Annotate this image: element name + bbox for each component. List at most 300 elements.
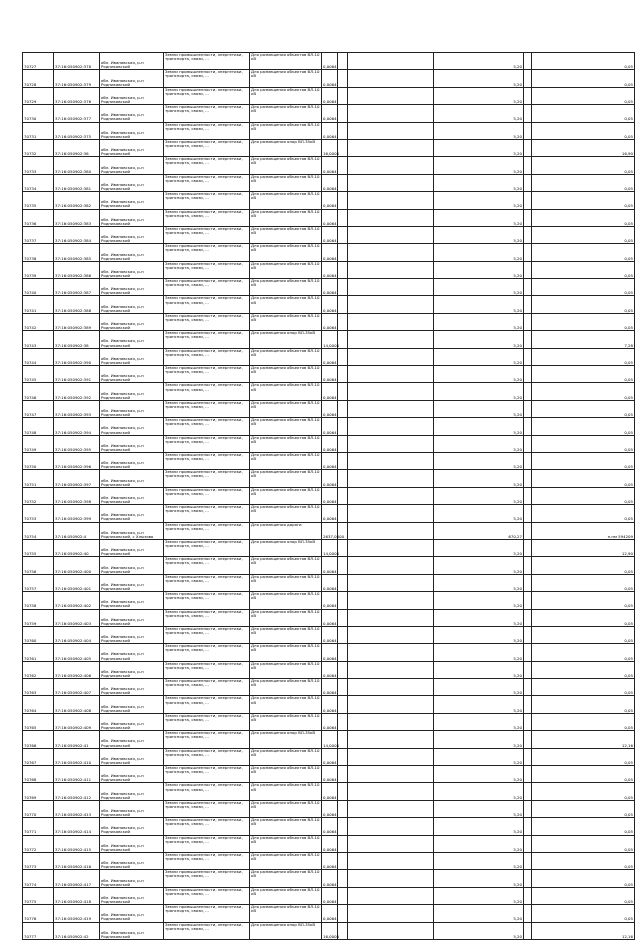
- row-number-cell: 70765: [23, 713, 54, 730]
- area-cell: 0,0064: [322, 487, 338, 504]
- cadastral-number-cell: 37:16:050902:395: [54, 435, 100, 452]
- area-cell: 0,0064: [322, 679, 338, 696]
- empty-cell: [524, 209, 532, 226]
- permitted-use-cell: Для размещения объектов ВЛ-10 кВ: [250, 696, 322, 713]
- rate-cell: 5,20: [434, 713, 524, 730]
- permitted-use-cell: Для размещения объектов ВЛ-10 кВ: [250, 748, 322, 765]
- permitted-use-cell: Для размещения объектов ВЛ-10 кВ: [250, 800, 322, 817]
- row-number-cell: 70756: [23, 557, 54, 574]
- table-row: [23, 470, 635, 487]
- empty-cell: [524, 748, 532, 765]
- rate-cell: 5,20: [434, 435, 524, 452]
- rate-cell: 5,20: [434, 174, 524, 191]
- value-cell: [348, 226, 434, 243]
- cadastral-number-cell: 37:16:050902:379: [54, 70, 100, 87]
- area-cell: 0,0064: [322, 313, 338, 330]
- total-cell: 16,90: [532, 139, 635, 156]
- cadastral-number-cell: 37:16:050902:380: [54, 157, 100, 174]
- land-category-cell: Земли промышленности, энергетики, транспорта, связи, ...: [164, 487, 250, 504]
- row-number-cell: 70744: [23, 348, 54, 365]
- value-cell: [348, 487, 434, 504]
- table-row: [23, 122, 635, 139]
- table-row: [23, 383, 635, 400]
- value-cell: [348, 53, 434, 70]
- land-category-cell: Земли промышленности, энергетики, транспорта, связи, ...: [164, 105, 250, 122]
- table-row: [23, 557, 635, 574]
- total-cell: 0,05: [532, 209, 635, 226]
- total-cell: 0,05: [532, 470, 635, 487]
- permitted-use-cell: Для размещения объектов ВЛ-10 кВ: [250, 487, 322, 504]
- rate-cell: 5,20: [434, 922, 524, 939]
- row-number-cell: 70750: [23, 452, 54, 469]
- total-cell: 0,05: [532, 505, 635, 522]
- permitted-use-cell: Для размещения объектов ВЛ-10 кВ: [250, 609, 322, 626]
- area-cell: 0,0064: [322, 626, 338, 643]
- empty-cell: [338, 905, 348, 922]
- cadastral-number-cell: 37:16:050902:409: [54, 713, 100, 730]
- cadastral-number-cell: 37:16:050902:411: [54, 766, 100, 783]
- row-number-cell: 70772: [23, 835, 54, 852]
- land-category-cell: Земли промышленности, энергетики, транспорта, связи, ...: [164, 348, 250, 365]
- land-category-cell: Земли промышленности, энергетики, транспорта, связи, ...: [164, 296, 250, 313]
- permitted-use-cell: Для размещения объектов ВЛ-10 кВ: [250, 644, 322, 661]
- table-row: [23, 644, 635, 661]
- land-category-cell: Земли промышленности, энергетики, транспорта, связи, ...: [164, 539, 250, 556]
- permitted-use-cell: Для размещения объектов ВЛ-10 кВ: [250, 87, 322, 104]
- empty-cell: [524, 87, 532, 104]
- empty-cell: [524, 539, 532, 556]
- empty-cell: [524, 505, 532, 522]
- land-category-cell: Земли промышленности, энергетики, транспорта, связи, ...: [164, 557, 250, 574]
- location-cell: обл. Ивановская, р-н Родниковский: [100, 400, 164, 417]
- land-category-cell: Земли промышленности, энергетики, транспорта, связи, ...: [164, 870, 250, 887]
- location-cell: обл. Ивановская, р-н Родниковский: [100, 748, 164, 765]
- empty-cell: [524, 244, 532, 261]
- value-cell: [348, 557, 434, 574]
- area-cell: 0,0064: [322, 70, 338, 87]
- table-row: [23, 157, 635, 174]
- total-cell: 0,05: [532, 713, 635, 730]
- table-row: [23, 870, 635, 887]
- empty-cell: [338, 192, 348, 209]
- rate-cell: 5,20: [434, 626, 524, 643]
- area-cell: 0,0064: [322, 835, 338, 852]
- value-cell: [348, 679, 434, 696]
- value-cell: [348, 852, 434, 869]
- value-cell: [348, 887, 434, 904]
- empty-cell: [524, 609, 532, 626]
- area-cell: 0,0064: [322, 226, 338, 243]
- row-number-cell: 70732: [23, 139, 54, 156]
- area-cell: 0,0064: [322, 870, 338, 887]
- value-cell: [348, 922, 434, 939]
- area-cell: 0,0064: [322, 53, 338, 70]
- table-row: [23, 609, 635, 626]
- permitted-use-cell: Для размещения объектов ВЛ-10 кВ: [250, 174, 322, 191]
- empty-cell: [524, 574, 532, 591]
- total-cell: 0,05: [532, 157, 635, 174]
- total-cell: 0,05: [532, 626, 635, 643]
- permitted-use-cell: Для размещения объектов ВЛ-10 кВ: [250, 435, 322, 452]
- land-category-cell: Земли промышленности, энергетики, транспорта, связи, ...: [164, 766, 250, 783]
- total-cell: 7,28: [532, 331, 635, 348]
- land-category-cell: Земли промышленности, энергетики, транспорта, связи, ...: [164, 800, 250, 817]
- empty-cell: [524, 679, 532, 696]
- permitted-use-cell: Для размещения объектов ВЛ-10 кВ: [250, 105, 322, 122]
- empty-cell: [338, 574, 348, 591]
- row-number-cell: 70739: [23, 261, 54, 278]
- empty-cell: [338, 870, 348, 887]
- table-row: [23, 922, 635, 939]
- rate-cell: 5,20: [434, 783, 524, 800]
- land-category-cell: Земли промышленности, энергетики, транспорта, связи, ...: [164, 452, 250, 469]
- land-category-cell: Земли промышленности, энергетики, транспорта, связи, ...: [164, 261, 250, 278]
- permitted-use-cell: Для размещения дороги: [250, 522, 322, 539]
- permitted-use-cell: Для размещения опор ВЛ-35кВ: [250, 331, 322, 348]
- location-cell: обл. Ивановская, р-н Родниковский: [100, 887, 164, 904]
- land-category-cell: Земли промышленности, энергетики, транспорта, связи, ...: [164, 661, 250, 678]
- value-cell: [348, 348, 434, 365]
- row-number-cell: 70743: [23, 331, 54, 348]
- land-category-cell: Земли промышленности, энергетики, транспорта, связи, ...: [164, 887, 250, 904]
- location-cell: обл. Ивановская, р-н Родниковский: [100, 470, 164, 487]
- cadastral-number-cell: 37:16:050902:403: [54, 609, 100, 626]
- table-row: [23, 905, 635, 922]
- value-cell: [348, 157, 434, 174]
- empty-cell: [524, 487, 532, 504]
- location-cell: обл. Ивановская, р-н Родниковский: [100, 679, 164, 696]
- table-row: [23, 279, 635, 296]
- empty-cell: [524, 835, 532, 852]
- table-row: [23, 139, 635, 156]
- cadastral-number-cell: 37:16:050902:387: [54, 279, 100, 296]
- area-cell: 2637,0000: [322, 522, 338, 539]
- empty-cell: [338, 505, 348, 522]
- empty-cell: [524, 644, 532, 661]
- row-number-cell: 70736: [23, 209, 54, 226]
- area-cell: 0,0064: [322, 348, 338, 365]
- land-category-cell: Земли промышленности, энергетики, транспорта, связи, ...: [164, 279, 250, 296]
- total-cell: 0,05: [532, 53, 635, 70]
- permitted-use-cell: Для размещения объектов ВЛ-10 кВ: [250, 53, 322, 70]
- permitted-use-cell: Для размещения объектов ВЛ-10 кВ: [250, 818, 322, 835]
- rate-cell: 5,20: [434, 887, 524, 904]
- empty-cell: [338, 348, 348, 365]
- land-category-cell: Земли промышленности, энергетики, транспорта, связи, ...: [164, 174, 250, 191]
- row-number-cell: 70737: [23, 226, 54, 243]
- cadastral-number-cell: 37:16:050902:412: [54, 783, 100, 800]
- area-cell: 0,0064: [322, 157, 338, 174]
- land-category-cell: Земли промышленности, энергетики, транспорта, связи, ...: [164, 192, 250, 209]
- cadastral-number-cell: 37:16:050902:408: [54, 696, 100, 713]
- total-cell: 0,05: [532, 609, 635, 626]
- value-cell: [348, 313, 434, 330]
- rate-cell: 5,20: [434, 505, 524, 522]
- cadastral-number-cell: 37:16:050902:40: [54, 539, 100, 556]
- cadastral-number-cell: 37:16:050902:394: [54, 418, 100, 435]
- cadastral-number-cell: 37:16:050902:416: [54, 852, 100, 869]
- empty-cell: [338, 835, 348, 852]
- cadastral-number-cell: 37:16:050902:388: [54, 296, 100, 313]
- table-row: [23, 452, 635, 469]
- value-cell: [348, 574, 434, 591]
- location-cell: обл. Ивановская, р-н Родниковский: [100, 139, 164, 156]
- cadastral-number-cell: 37:16:050902:382: [54, 192, 100, 209]
- value-cell: [348, 783, 434, 800]
- empty-cell: [338, 818, 348, 835]
- total-cell: 0,05: [532, 122, 635, 139]
- cadastral-number-cell: 37:16:050902:419: [54, 905, 100, 922]
- total-cell: 0,05: [532, 366, 635, 383]
- value-cell: [348, 539, 434, 556]
- land-category-cell: Земли промышленности, энергетики, транспорта, связи, ...: [164, 139, 250, 156]
- area-cell: 16,0000: [322, 139, 338, 156]
- total-cell: 0,05: [532, 766, 635, 783]
- total-cell: 0,05: [532, 279, 635, 296]
- area-cell: 0,0064: [322, 105, 338, 122]
- value-cell: [348, 383, 434, 400]
- land-category-cell: Земли промышленности, энергетики, транспорта, связи, ...: [164, 366, 250, 383]
- location-cell: обл. Ивановская, р-н Родниковский: [100, 766, 164, 783]
- total-cell: 0,05: [532, 905, 635, 922]
- rate-cell: 5,20: [434, 331, 524, 348]
- table-row: [23, 766, 635, 783]
- empty-cell: [338, 661, 348, 678]
- total-cell: 0,05: [532, 574, 635, 591]
- empty-cell: [338, 800, 348, 817]
- table-row: [23, 226, 635, 243]
- table-row: [23, 574, 635, 591]
- location-cell: обл. Ивановская, р-н Родниковский: [100, 905, 164, 922]
- rate-cell: 5,20: [434, 679, 524, 696]
- location-cell: обл. Ивановская, р-н Родниковский: [100, 452, 164, 469]
- row-number-cell: 70767: [23, 748, 54, 765]
- total-cell: 0,05: [532, 557, 635, 574]
- rate-cell: 5,20: [434, 661, 524, 678]
- area-cell: 0,0064: [322, 905, 338, 922]
- table-row: [23, 852, 635, 869]
- rate-cell: 5,20: [434, 818, 524, 835]
- empty-cell: [338, 70, 348, 87]
- permitted-use-cell: Для размещения объектов ВЛ-10 кВ: [250, 626, 322, 643]
- cadastral-number-cell: 37:16:050902:384: [54, 226, 100, 243]
- cadastral-number-cell: 37:16:050902:381: [54, 174, 100, 191]
- empty-cell: [524, 452, 532, 469]
- empty-cell: [338, 452, 348, 469]
- rate-cell: 5,20: [434, 557, 524, 574]
- value-cell: [348, 70, 434, 87]
- row-number-cell: 70746: [23, 383, 54, 400]
- area-cell: 0,0064: [322, 383, 338, 400]
- table-row: [23, 818, 635, 835]
- empty-cell: [524, 661, 532, 678]
- permitted-use-cell: Для размещения объектов ВЛ-10 кВ: [250, 418, 322, 435]
- value-cell: [348, 366, 434, 383]
- empty-cell: [524, 296, 532, 313]
- table-row: [23, 661, 635, 678]
- land-category-cell: Земли промышленности, энергетики, транспорта, связи, ...: [164, 644, 250, 661]
- table-row: [23, 87, 635, 104]
- value-cell: [348, 766, 434, 783]
- empty-cell: [338, 226, 348, 243]
- area-cell: 0,0064: [322, 644, 338, 661]
- table-row: [23, 592, 635, 609]
- empty-cell: [524, 70, 532, 87]
- cadastral-number-cell: 37:16:050902:383: [54, 209, 100, 226]
- empty-cell: [524, 887, 532, 904]
- cadastral-number-cell: 37:16:050902:41: [54, 731, 100, 748]
- empty-cell: [338, 609, 348, 626]
- empty-cell: [524, 53, 532, 70]
- permitted-use-cell: Для размещения опор ВЛ-35кВ: [250, 922, 322, 939]
- rate-cell: 5,20: [434, 105, 524, 122]
- row-number-cell: 70733: [23, 157, 54, 174]
- total-cell: 0,05: [532, 661, 635, 678]
- value-cell: [348, 505, 434, 522]
- row-number-cell: 70773: [23, 852, 54, 869]
- location-cell: обл. Ивановская, р-н Родниковский: [100, 174, 164, 191]
- total-cell: 0,05: [532, 696, 635, 713]
- empty-cell: [524, 348, 532, 365]
- rate-cell: 5,20: [434, 261, 524, 278]
- table-row: [23, 53, 635, 70]
- total-cell: 0,05: [532, 679, 635, 696]
- location-cell: обл. Ивановская, р-н Родниковский: [100, 557, 164, 574]
- location-cell: обл. Ивановская, р-н Родниковский: [100, 192, 164, 209]
- value-cell: [348, 522, 434, 539]
- land-category-cell: Земли промышленности, энергетики, транспорта, связи, ...: [164, 609, 250, 626]
- permitted-use-cell: Для размещения объектов ВЛ-10 кВ: [250, 70, 322, 87]
- empty-cell: [338, 679, 348, 696]
- empty-cell: [338, 418, 348, 435]
- location-cell: обл. Ивановская, р-н Родниковский: [100, 835, 164, 852]
- location-cell: обл. Ивановская, р-н Родниковский: [100, 713, 164, 730]
- location-cell: обл. Ивановская, р-н Родниковский: [100, 818, 164, 835]
- total-cell: 0,05: [532, 192, 635, 209]
- empty-cell: [338, 122, 348, 139]
- land-category-cell: Земли промышленности, энергетики, транспорта, связи, ...: [164, 783, 250, 800]
- value-cell: [348, 244, 434, 261]
- empty-cell: [524, 818, 532, 835]
- location-cell: обл. Ивановская, р-н Родниковский: [100, 487, 164, 504]
- empty-cell: [524, 713, 532, 730]
- area-cell: 0,0064: [322, 418, 338, 435]
- cadastral-number-cell: 37:16:050902:396: [54, 452, 100, 469]
- row-number-cell: 70742: [23, 313, 54, 330]
- table-body: [23, 53, 635, 940]
- rate-cell: 5,20: [434, 70, 524, 87]
- land-register-table: [22, 52, 635, 940]
- land-category-cell: Земли промышленности, энергетики, транспорта, связи, ...: [164, 331, 250, 348]
- empty-cell: [524, 383, 532, 400]
- table-row: [23, 261, 635, 278]
- area-cell: 0,0064: [322, 87, 338, 104]
- table-row: [23, 418, 635, 435]
- row-number-cell: 70740: [23, 279, 54, 296]
- table-row: [23, 679, 635, 696]
- rate-cell: 5,20: [434, 279, 524, 296]
- empty-cell: [338, 157, 348, 174]
- location-cell: обл. Ивановская, р-н Родниковский: [100, 731, 164, 748]
- empty-cell: [524, 157, 532, 174]
- total-cell: 0,05: [532, 818, 635, 835]
- row-number-cell: 70758: [23, 592, 54, 609]
- land-category-cell: Земли промышленности, энергетики, транспорта, связи, ...: [164, 383, 250, 400]
- cadastral-number-cell: 37:16:050902:399: [54, 505, 100, 522]
- permitted-use-cell: Для размещения объектов ВЛ-10 кВ: [250, 713, 322, 730]
- rate-cell: 5,20: [434, 905, 524, 922]
- table-row: [23, 835, 635, 852]
- empty-cell: [524, 400, 532, 417]
- permitted-use-cell: Для размещения объектов ВЛ-10 кВ: [250, 261, 322, 278]
- empty-cell: [524, 105, 532, 122]
- location-cell: обл. Ивановская, р-н Родниковский: [100, 383, 164, 400]
- empty-cell: [338, 852, 348, 869]
- value-cell: [348, 644, 434, 661]
- empty-cell: [524, 261, 532, 278]
- table-row: [23, 713, 635, 730]
- cadastral-number-cell: 37:16:050902:377: [54, 105, 100, 122]
- location-cell: обл. Ивановская, р-н Родниковский: [100, 331, 164, 348]
- empty-cell: [524, 557, 532, 574]
- value-cell: [348, 105, 434, 122]
- land-category-cell: Земли промышленности, энергетики, транспорта, связи, ...: [164, 53, 250, 70]
- total-cell: 0,05: [532, 383, 635, 400]
- land-category-cell: Земли промышленности, энергетики, транспорта, связи, ...: [164, 157, 250, 174]
- empty-cell: [524, 279, 532, 296]
- row-number-cell: 70774: [23, 870, 54, 887]
- row-number-cell: 70752: [23, 487, 54, 504]
- row-number-cell: 70754: [23, 522, 54, 539]
- empty-cell: [524, 139, 532, 156]
- rate-cell: 5,20: [434, 470, 524, 487]
- rate-cell: 5,20: [434, 835, 524, 852]
- empty-cell: [524, 783, 532, 800]
- cadastral-number-cell: 37:16:050902:378: [54, 53, 100, 70]
- area-cell: 0,0064: [322, 557, 338, 574]
- area-cell: 0,0064: [322, 609, 338, 626]
- cadastral-number-cell: 37:16:050902:400: [54, 557, 100, 574]
- empty-cell: [524, 313, 532, 330]
- rate-cell: 5,20: [434, 209, 524, 226]
- cadastral-number-cell: 37:16:050902:42: [54, 922, 100, 939]
- location-cell: обл. Ивановская, р-н Родниковский: [100, 226, 164, 243]
- land-category-cell: Земли промышленности, энергетики, транспорта, связи, ...: [164, 87, 250, 104]
- value-cell: [348, 731, 434, 748]
- row-number-cell: 70748: [23, 418, 54, 435]
- land-category-cell: Земли промышленности, энергетики, транспорта, связи, ...: [164, 696, 250, 713]
- location-cell: обл. Ивановская, р-н Родниковский: [100, 644, 164, 661]
- permitted-use-cell: Для размещения опор ВЛ-35кВ: [250, 731, 322, 748]
- total-cell: 0,05: [532, 435, 635, 452]
- cadastral-number-cell: 37:16:050902:407: [54, 679, 100, 696]
- empty-cell: [524, 122, 532, 139]
- rate-cell: 5,20: [434, 192, 524, 209]
- row-number-cell: 70729: [23, 87, 54, 104]
- permitted-use-cell: Для размещения объектов ВЛ-10 кВ: [250, 313, 322, 330]
- rate-cell: 5,20: [434, 870, 524, 887]
- rate-cell: 5,20: [434, 592, 524, 609]
- area-cell: 0,0064: [322, 261, 338, 278]
- area-cell: 0,0064: [322, 435, 338, 452]
- cadastral-number-cell: 37:16:050902:376: [54, 87, 100, 104]
- area-cell: 0,0064: [322, 122, 338, 139]
- rate-cell: 5,20: [434, 139, 524, 156]
- row-number-cell: 70755: [23, 539, 54, 556]
- location-cell: обл. Ивановская, р-н Родниковский: [100, 261, 164, 278]
- permitted-use-cell: Для размещения опор ВЛ-35кВ: [250, 139, 322, 156]
- cadastral-number-cell: 37:16:050902:389: [54, 313, 100, 330]
